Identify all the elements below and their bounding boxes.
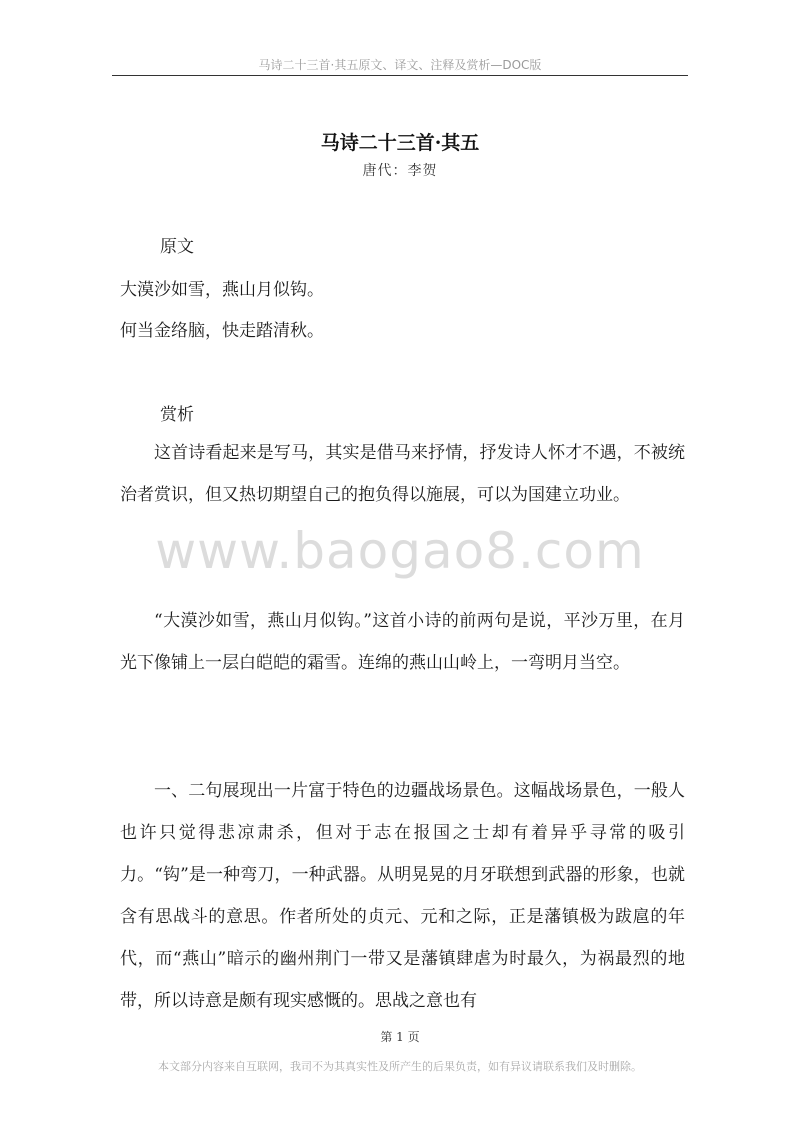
poem-line: 大漠沙如雪，燕山月似钩。 xyxy=(120,280,324,300)
appreciation-paragraph: 一、二句展现出一片富于特色的边疆战场景色。这幅战场景色，一般人也许只觉得悲凉肃杀，但对于志在报国之士却有着异乎寻常的吸引力。“钩”是一种弯刀，一种武器。从明晃晃的月牙联想到武器的形象，也就含有思战斗的意思。作者所处的贞元、元和之际，正是藩镇极为跋扈的年代，而“燕山”暗示的幽州荆门一带又是藩镇肆虐为时最久，为祸最烈的地带，所以诗意是颇有现实感慨的。思战之意也有 xyxy=(120,781,685,1011)
section-heading-appreciation: 赏析 xyxy=(160,405,194,425)
page-title: 马诗二十三首·其五 xyxy=(320,132,480,154)
page-number: 第 1 页 xyxy=(380,1030,420,1044)
footer-disclaimer: 本文部分内容来自互联网，我司不为其真实性及所产生的后果负责，如有异议请联系我们及时删除。 xyxy=(158,1060,642,1073)
section-heading-original: 原文 xyxy=(160,237,194,257)
poem-line: 何当金络脑，快走踏清秋。 xyxy=(120,321,324,341)
appreciation-paragraph: 这首诗看起来是写马，其实是借马来抒情，抒发诗人怀才不遇，不被统治者赏识，但又热切期望自己的抱负得以施展，可以为国建立功业。 xyxy=(120,443,685,505)
author-line: 唐代：李贺 xyxy=(362,163,438,179)
watermark: www.baogao8.com xyxy=(155,522,645,580)
running-header: 马诗二十三首·其五原文、译文、注释及赏析—DOC版 xyxy=(258,58,542,72)
appreciation-paragraph: “大漠沙如雪，燕山月似钩。”这首小诗的前两句是说，平沙万里，在月光下像铺上一层白皑皑的霜雪。连绵的燕山山岭上，一弯明月当空。 xyxy=(120,611,685,673)
header-divider xyxy=(112,75,688,76)
